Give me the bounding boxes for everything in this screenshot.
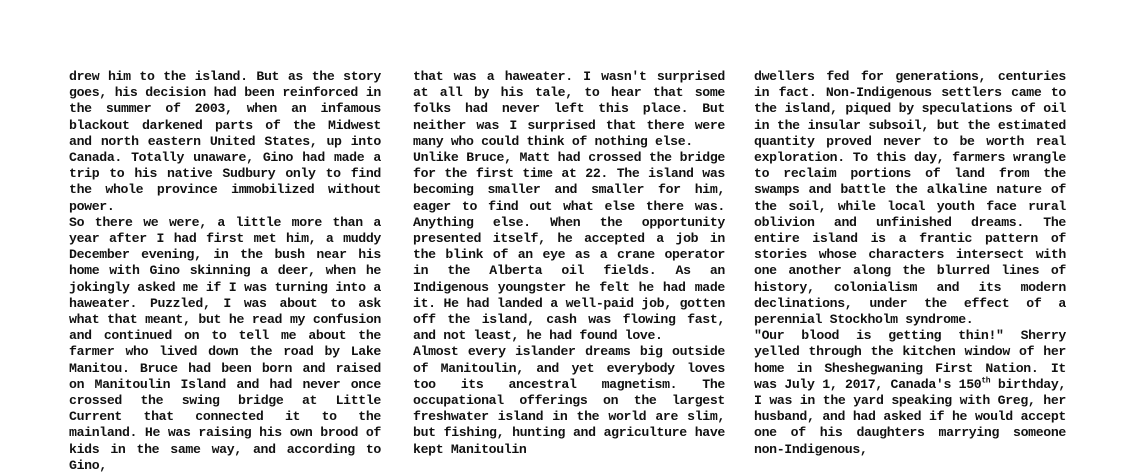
text-column-3 bbox=[754, 69, 1066, 458]
ordinal-suffix: th bbox=[981, 376, 991, 386]
closing-text-end: birthday, I was in the yard speaking with Greg, her husband, and had asked if he would accept one of his daughters marrying someone non-Indigenous, bbox=[754, 376, 1066, 457]
paragraph: Unlike Bruce, Matt had crossed the bridge for the first time at 22. The island was becoming smaller and smaller for him, eager to find out what else there was. Anything else. When the opportunity presented itself, he accepted a job in the blink of an eye as a crane operator in the Alberta oil fields. As an Indigenous youngster he felt he had made it. He had landed a well-paid job, gotten off the island, cash was flowing fast, and not least, he had found love. bbox=[413, 150, 725, 344]
closing-paragraph bbox=[754, 328, 1066, 458]
paragraph: So there we were, a little more than a year after I had first met him, a muddy December evening, in the bush near his home with Gino skinning a deer, when he jokingly asked me if I was turning into a haweater. Puzzled, I was about to ask what that meant, but he read my confusion and continued on to tell me about the farmer who lived down the road by Lake Manitou. Bruce had been born and raised on Manitoulin Island and had never once crossed the swing bridge at Little Current that connected it to the mainland. He was raising his own brood of kids in the same way, and according to Gino, bbox=[69, 214, 381, 473]
closing-text-start: "Our blood is getting thin!" Sherry yelled through the kitchen window of her home in Sheshegwaning First Nation. It was July 1, 2017, Canada's 150 bbox=[754, 328, 1066, 392]
paragraph: drew him to the island. But as the story goes, his decision had been reinforced in the summer of 2003, when an infamous blackout darkened parts of the Midwest and north eastern United States, up into Canada. Totally unaware, Gino had made a trip to his native Sudbury only to find the whole province immobilized without power. bbox=[69, 69, 381, 214]
text-column-2 bbox=[413, 69, 725, 458]
paragraph: dwellers fed for generations, centuries in fact. Non-Indigenous settlers came to the island, piqued by speculations of oil in the insular subsoil, but the estimated quantity proved never to be worth real exploration. To this day, farmers wrangle to reclaim portions of land from the swamps and battle the alkaline nature of the soil, while local youth face rural oblivion and unfinished dreams. The entire island is a frantic pattern of stories whose characters intersect with one another along the blurred lines of history, colonialism and its modern declinations, under the effect of a perennial Stockholm syndrome. bbox=[754, 69, 1066, 328]
paragraph: that was a haweater. I wasn't surprised at all by his tale, to hear that some folks had never left this place. But neither was I surprised that there were many who could think of nothing else. bbox=[413, 69, 725, 149]
paragraph: Almost every islander dreams big outside of Manitoulin, and yet everybody loves too its ancestral magnetism. The occupational offerings on the largest freshwater island in the world are slim, but fishing, hunting and agriculture have kept Manitoulin bbox=[413, 344, 725, 457]
text-column-1 bbox=[69, 69, 381, 474]
